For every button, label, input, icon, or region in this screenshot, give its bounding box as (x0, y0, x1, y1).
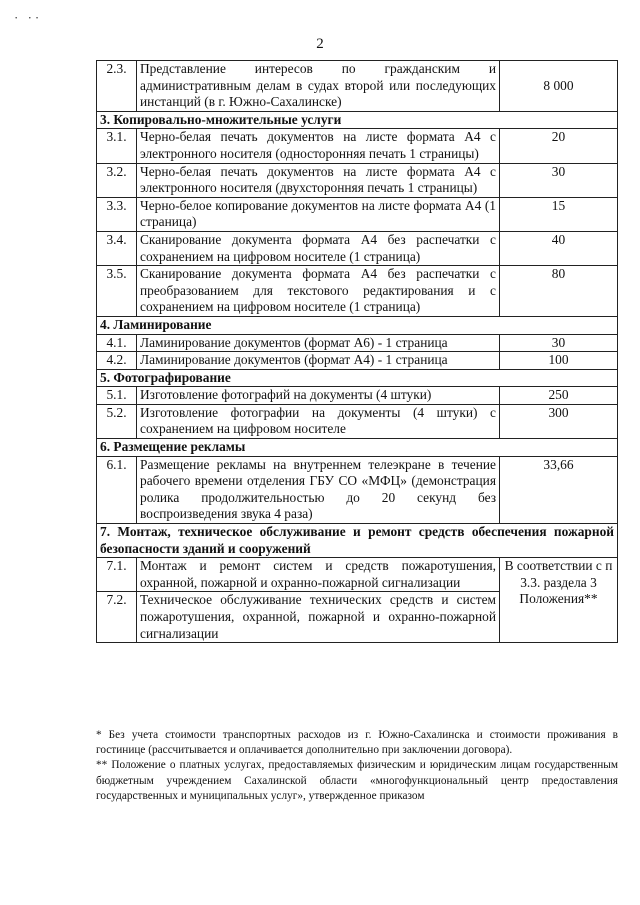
section-title: 5. Фотографирование (97, 369, 618, 387)
row-number: 3.2. (97, 163, 137, 197)
corner-marks: · ·· (14, 10, 43, 25)
footnote-regulation: ** Положение о платных услугах, предоставляемых физическим и юридическим лицам государственным бюджетным учреждением Сахалинской области «многофункциональный центр предоставления государственных и муниципальных услуг», утвержденное приказом (96, 759, 618, 802)
service-price-reference: В соответствии с п 3.3. раздела 3 Положения** (500, 558, 618, 643)
service-description: Сканирование документа формата А4 без распечатки с преобразованием для текстового редактирования и с сохранением на цифровом носителе (1 страница) (137, 266, 500, 317)
service-price: 100 (500, 352, 618, 370)
row-number: 4.1. (97, 334, 137, 352)
section-row (97, 524, 618, 558)
service-price: 250 (500, 387, 618, 405)
service-description: Черно-белое копирование документов на листе формата А4 (1 страница) (137, 197, 500, 231)
service-price: 15 (500, 197, 618, 231)
table-row (97, 129, 618, 163)
service-description: Техническое обслуживание технических средств и систем пожаротушения, охранной, пожарной и охранно-пожарной сигнализации (137, 592, 500, 643)
row-number: 7.1. (97, 558, 137, 592)
table-row (97, 334, 618, 352)
service-description: Изготовление фотографий на документы (4 штуки) (137, 387, 500, 405)
row-number: 5.1. (97, 387, 137, 405)
service-price: 8 000 (500, 61, 618, 112)
table-row (97, 197, 618, 231)
row-number: 3.4. (97, 231, 137, 265)
service-description: Монтаж и ремонт систем и средств пожаротушения, охранной, пожарной и охранно-пожарной сигнализации (137, 558, 500, 592)
service-price: 33,66 (500, 456, 618, 523)
section-row (97, 111, 618, 129)
service-price: 20 (500, 129, 618, 163)
service-description: Изготовление фотографии на документы (4 штуки) с сохранением на цифровом носителе (137, 404, 500, 438)
service-description: Размещение рекламы на внутреннем телеэкране в течение рабочего времени отделения ГБУ СО «МФЦ» (демонстрация ролика продолжительностью до 20 секунд без воспроизведения звука 4 раза) (137, 456, 500, 523)
section-row (97, 316, 618, 334)
section-title: 4. Ламинирование (97, 316, 618, 334)
service-description: Черно-белая печать документов на листе формата А4 с электронного носителя (односторонняя печать 1 страницы) (137, 129, 500, 163)
row-number: 3.5. (97, 266, 137, 317)
row-number: 4.2. (97, 352, 137, 370)
table-row (97, 231, 618, 265)
section-row (97, 439, 618, 457)
price-table (96, 60, 618, 643)
service-description: Сканирование документа формата А4 без распечатки с сохранением на цифровом носителе (1 страница) (137, 231, 500, 265)
service-price: 80 (500, 266, 618, 317)
footnotes (96, 728, 618, 804)
section-title: 3. Копировально-множительные услуги (97, 111, 618, 129)
table-row (97, 61, 618, 112)
service-description: Представление интересов по гражданским и административным делам в судах второй или последующих инстанций (в г. Южно-Сахалинске) (137, 61, 500, 112)
section-title: 7. Монтаж, техническое обслуживание и ремонт средств обеспечения пожарной безопасности зданий и сооружений (97, 524, 618, 558)
service-description: Черно-белая печать документов на листе формата А4 с электронного носителя (двухсторонняя печать 1 страницы) (137, 163, 500, 197)
service-price: 30 (500, 334, 618, 352)
table-row (97, 558, 618, 592)
table-row (97, 163, 618, 197)
row-number: 6.1. (97, 456, 137, 523)
table-row (97, 404, 618, 438)
footnote-transport: * Без учета стоимости транспортных расходов из г. Южно-Сахалинска и стоимости проживания в гостинице (рассчитывается и оплачивается дополнительно при заключении договора). (96, 729, 618, 757)
row-number: 3.3. (97, 197, 137, 231)
service-price: 300 (500, 404, 618, 438)
service-description: Ламинирование документов (формат А4) - 1 страница (137, 352, 500, 370)
row-number: 7.2. (97, 592, 137, 643)
table-row (97, 456, 618, 523)
service-price: 40 (500, 231, 618, 265)
row-number: 2.3. (97, 61, 137, 112)
table-row (97, 266, 618, 317)
section-row (97, 369, 618, 387)
row-number: 3.1. (97, 129, 137, 163)
page-number: 2 (316, 36, 324, 52)
section-title: 6. Размещение рекламы (97, 439, 618, 457)
service-description: Ламинирование документов (формат А6) - 1 страница (137, 334, 500, 352)
table-row (97, 352, 618, 370)
service-price: 30 (500, 163, 618, 197)
table-row (97, 387, 618, 405)
row-number: 5.2. (97, 404, 137, 438)
